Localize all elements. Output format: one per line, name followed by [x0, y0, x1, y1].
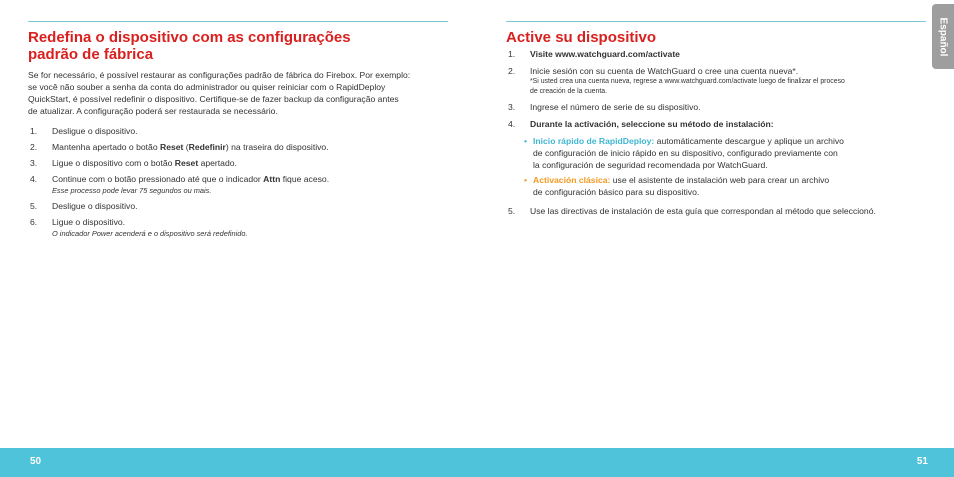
reset-button-label: Reset [174, 158, 199, 168]
left-title-line2: padrão de fábrica [28, 46, 154, 63]
intro-line: Se for necessário, é possível restaurar as configurações padrão de fábrica do Firebox. Por exemplo: [28, 70, 411, 80]
step-number: 2. [508, 66, 516, 76]
step-note: Esse processo pode levar 75 segundos ou mais. [52, 186, 212, 195]
bullet-text: de configuración de inicio rápido en su dispositivo, configurado previamente con [533, 148, 838, 158]
attn-indicator-label: Attn [263, 174, 281, 184]
activation-step-2 [506, 65, 926, 96]
bullet-text: use el asistente de instalación web para crear un archivo [610, 175, 830, 185]
left-title-line1: Redefina o dispositivo com as configurações [28, 29, 351, 46]
language-tab-label: Español [937, 17, 949, 56]
step-number: 5. [508, 206, 516, 216]
step-note: O indicador Power acenderá e o dispositivo será redefinido. [52, 229, 248, 238]
footer-bar [0, 448, 954, 477]
step-footnote: de creación de la cuenta. [530, 87, 607, 95]
reset-step-1 [28, 125, 448, 137]
rapiddeploy-label: Inicio rápido de RapidDeploy: [533, 136, 655, 146]
reset-step-6 [28, 216, 448, 239]
step-text: Ingrese el número de serie de su dispositivo. [530, 102, 701, 112]
step-text: ( [183, 142, 189, 152]
step-footnote: *Si usted crea una cuenta nueva, regrese a www.watchguard.com/activate luego de finalizar el proceso [530, 78, 845, 85]
step-number: 4. [508, 119, 516, 129]
step-text: fique aceso. [280, 174, 330, 184]
step-text: Desligue o dispositivo. [52, 201, 138, 211]
intro-line: de atualizar. A configuração poderá ser restaurada se necessário. [28, 106, 278, 116]
left-column [28, 29, 448, 239]
reset-step-5 [28, 200, 448, 212]
step-text: Continue com o botão pressionado até que o indicador [52, 174, 264, 184]
language-tab [932, 4, 954, 69]
step-number: 3. [508, 102, 516, 112]
redefinir-label: Redefinir [188, 142, 226, 152]
step-text: Durante la activación, seleccione su método de instalación: [530, 119, 774, 129]
reset-steps-list [28, 125, 448, 239]
step-text: ) na traseira do dispositivo. [225, 142, 329, 152]
intro-line: QuickStart, é possível redefinir o dispositivo. Certifique-se de fazer backup da configuração antes [28, 94, 399, 104]
activation-url-text: Visite www.watchguard.com/activate [530, 49, 680, 59]
step-number: 1. [30, 126, 38, 136]
reset-button-label: Reset [159, 142, 184, 152]
bullet-rapiddeploy [506, 135, 926, 171]
step-number: 6. [30, 217, 38, 227]
step-number: 5. [30, 201, 38, 211]
activation-step-1 [506, 48, 926, 60]
activation-steps-list [506, 48, 926, 130]
activation-step-5 [506, 205, 926, 217]
reset-step-3 [28, 157, 448, 169]
activation-step-4 [506, 118, 926, 130]
right-column [506, 29, 926, 217]
bullet-text: de configuración básico para su dispositivo. [533, 187, 700, 197]
step-text: Desligue o dispositivo. [52, 126, 138, 136]
bullet-dot: • [524, 175, 528, 185]
intro-line: se você não souber a senha da conta do administrador ou quiser reiniciar com o RapidDeploy [28, 82, 386, 92]
step-text: Ligue o dispositivo com o botão [52, 158, 175, 168]
reset-step-4 [28, 173, 448, 196]
bullet-classic [506, 174, 926, 198]
reset-step-2 [28, 141, 448, 153]
classic-activation-label: Activación clásica: [533, 175, 611, 185]
activation-step-3 [506, 101, 926, 113]
step-number: 1. [508, 49, 516, 59]
left-top-rule [28, 21, 448, 22]
bullet-text: automáticamente descargue y aplique un archivo [654, 136, 844, 146]
step-number: 4. [30, 174, 38, 184]
step-text: Inicie sesión con su cuenta de WatchGuard o cree una cuenta nueva*. [530, 66, 799, 76]
right-page-number: 51 [916, 456, 928, 467]
left-page-number: 50 [30, 456, 42, 467]
bullet-dot: • [524, 136, 528, 146]
right-title: Active su dispositivo [506, 29, 657, 46]
activation-steps-list-cont [506, 205, 926, 217]
step-text: Ligue o dispositivo. [52, 217, 126, 227]
step-number: 2. [30, 142, 38, 152]
step-text: Use las directivas de instalación de esta guía que correspondan al método que seleccionó. [530, 206, 876, 216]
right-top-rule [506, 21, 926, 22]
bullet-text: la configuración de seguridad recomendada por WatchGuard. [533, 160, 768, 170]
step-number: 3. [30, 158, 38, 168]
left-intro [28, 69, 448, 117]
step-text: apertado. [198, 158, 237, 168]
step-text: Mantenha apertado o botão [52, 142, 160, 152]
left-title [28, 29, 448, 63]
